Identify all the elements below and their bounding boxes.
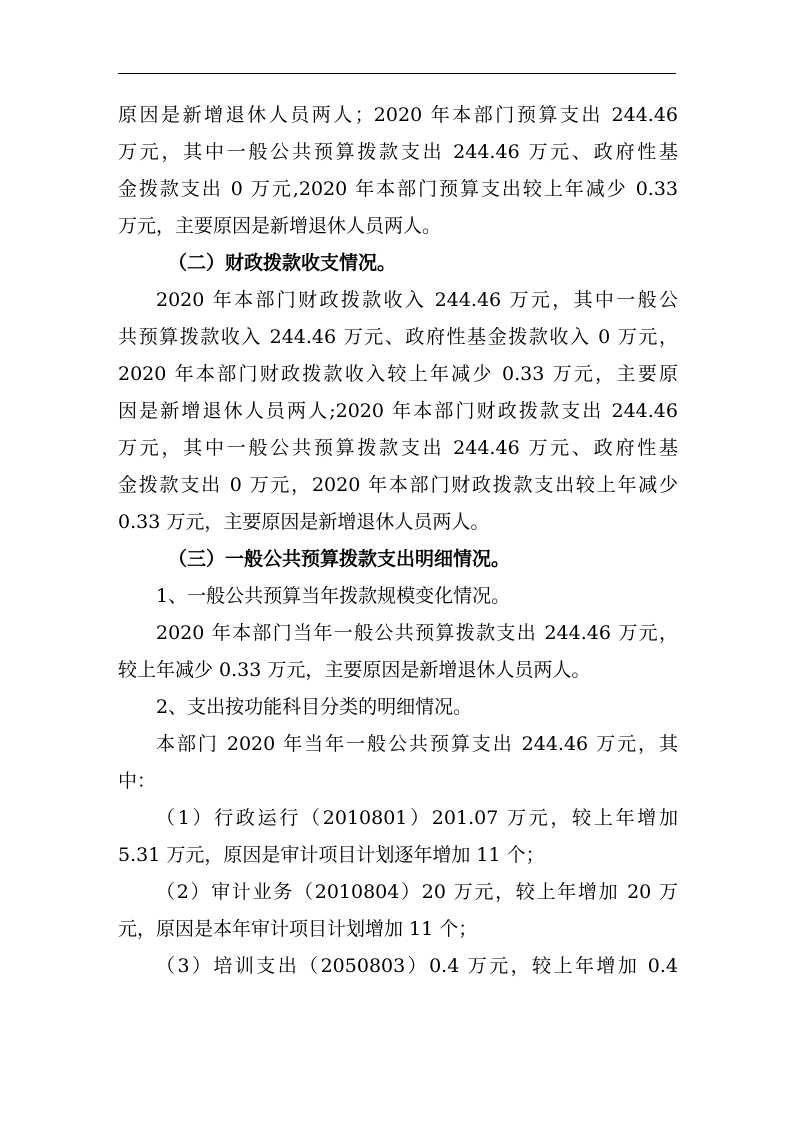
paragraph-line: 金拨款支出 0 万元，2020 年本部门财政拨款支出较上年减少 bbox=[118, 474, 678, 496]
paragraph-line: 共预算拨款收入 244.46 万元、政府性基金拨款收入 0 万元， bbox=[118, 326, 678, 348]
paragraph-line: 2020 年本部门当年一般公共预算拨款支出 244.46 万元， bbox=[156, 622, 678, 644]
subsection-heading: 2、支出按功能科目分类的明细情况。 bbox=[156, 696, 473, 718]
document-body bbox=[118, 97, 678, 985]
list-item: （1）行政运行（2010801）201.07 万元，较上年增加 bbox=[156, 807, 678, 829]
paragraph-line: 2020 年本部门财政拨款收入 244.46 万元，其中一般公 bbox=[156, 289, 678, 311]
paragraph-line: 万元，其中一般公共预算拨款支出 244.46 万元、政府性基 bbox=[118, 437, 678, 459]
paragraph-line: 较上年减少 0.33 万元，主要原因是新增退休人员两人。 bbox=[118, 659, 591, 681]
paragraph-line: 0.33 万元，主要原因是新增退休人员两人。 bbox=[118, 511, 490, 533]
section-heading: （二）财政拨款收支情况。 bbox=[168, 252, 397, 274]
paragraph-line: 万元，主要原因是新增退休人员两人。 bbox=[118, 215, 442, 237]
paragraph-line: 金拨款支出 0 万元,2020 年本部门预算支出较上年减少 0.33 bbox=[118, 178, 678, 200]
paragraph-line: 原因是新增退休人员两人；2020 年本部门预算支出 244.46 bbox=[118, 104, 678, 126]
paragraph-line: 本部门 2020 年当年一般公共预算支出 244.46 万元，其 bbox=[156, 733, 678, 755]
paragraph-line: 因是新增退休人员两人;2020 年本部门财政拨款支出 244.46 bbox=[118, 400, 678, 422]
header-rule bbox=[118, 73, 676, 74]
subsection-heading: 1、一般公共预算当年拨款规模变化情况。 bbox=[156, 585, 511, 607]
paragraph-line: 2020 年本部门财政拨款收入较上年减少 0.33 万元，主要原 bbox=[118, 363, 678, 385]
list-item-continuation: 5.31 万元，原因是审计项目计划逐年增加 11 个； bbox=[118, 844, 545, 866]
list-item: （2）审计业务（2010804）20 万元，较上年增加 20 万 bbox=[156, 881, 678, 903]
section-heading: （三）一般公共预算拨款支出明细情况。 bbox=[168, 548, 511, 570]
list-item-continuation: 元，原因是本年审计项目计划增加 11 个； bbox=[118, 918, 478, 940]
paragraph-line: 万元，其中一般公共预算拨款支出 244.46 万元、政府性基 bbox=[118, 141, 678, 163]
list-item: （3）培训支出（2050803）0.4 万元，较上年增加 0.4 bbox=[156, 955, 678, 977]
paragraph-line: 中： bbox=[118, 770, 157, 792]
